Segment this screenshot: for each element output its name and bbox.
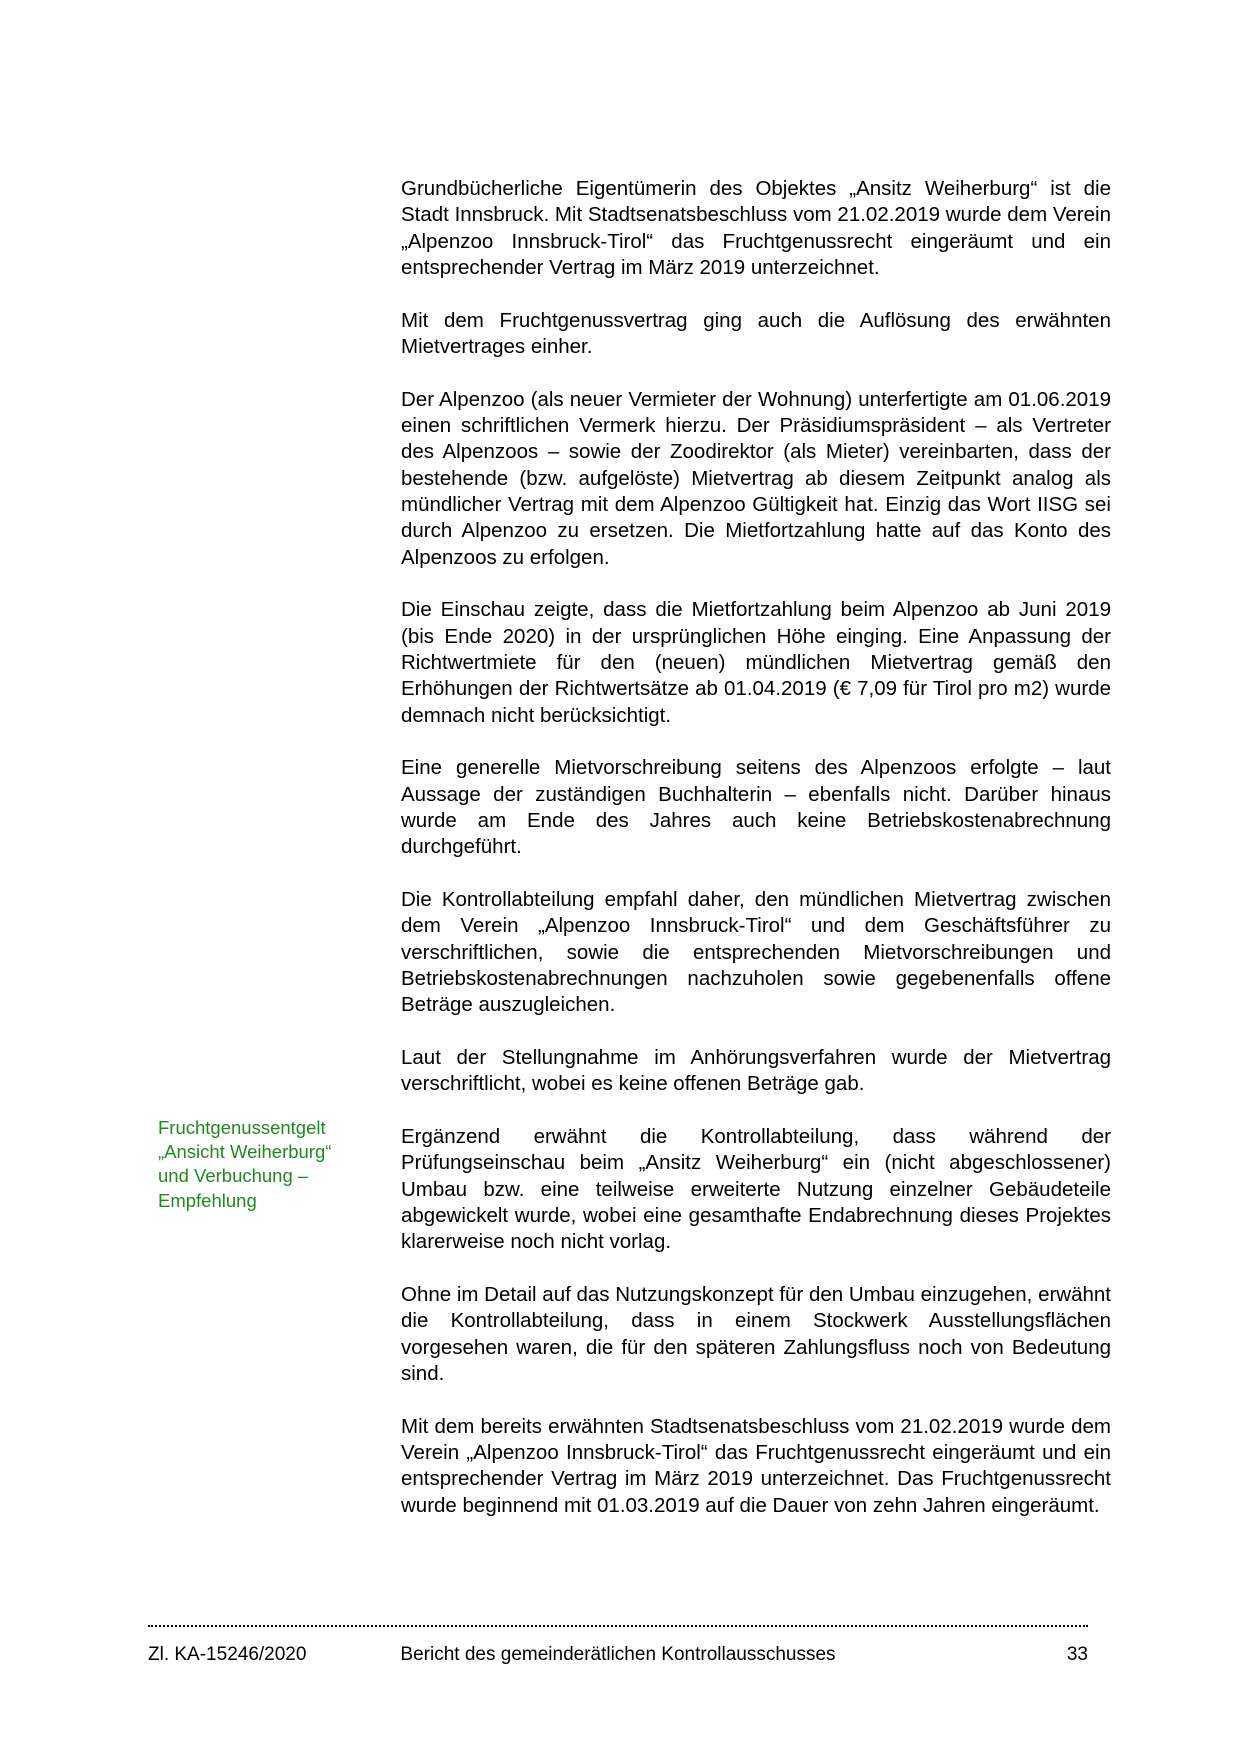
paragraph-rent-statement: Eine generelle Mietvorschreibung seitens des Alpenzoos erfolgte – laut Aussage der zuständigen Buchhalterin – ebenfalls nicht. Darüber hinaus wurde am Ende des Jahres auch keine Betriebskostenabrechnung durchgeführt. xyxy=(401,756,1111,859)
paragraph-renovation: Ergänzend erwähnt die Kontrollabteilung, dass während der Prüfungseinschau beim „Ansitz Weiherburg“ ein (nicht abgeschlossener) Umbau bzw. eine teilweise erweiterte Nutzung einzelner Gebäudeteile abgewickelt wurde, wobei eine gesamthafte Endabrechnung dieses Projektes klarerweise noch nicht vorlag. xyxy=(401,1125,1111,1254)
paragraph-usage-concept: Ohne im Detail auf das Nutzungskonzept für den Umbau einzugehen, erwähnt die Kontrollabteilung, dass in einem Stockwerk Ausstellungsflächen vorgesehen waren, die für den späteren Zahlungsfluss noch von Bedeutung sind. xyxy=(401,1283,1111,1385)
paragraph-recommendation: Die Kontrollabteilung empfahl daher, den mündlichen Mietvertrag zwischen dem Verein „Alpenzoo Innsbruck-Tirol“ und dem Geschäftsführer zu verschriftlichen, sowie die entsprechenden Mietvorschreibungen und Betriebskostenabrechnungen nachzuholen sowie gegebenenfalls offene Beträge auszugleichen. xyxy=(401,888,1111,1017)
paragraph-inspection-rent: Die Einschau zeigte, dass die Mietfortzahlung beim Alpenzoo ab Juni 2019 (bis Ende 2020) in der ursprünglichen Höhe einging. Eine Anpassung der Richtwertmiete für den (neuen) mündlichen Mietvertrag gemäß den Erhöhungen der Richtwertsätze ab 01.04.2019 (€ 7,09 für Tirol pro m2) wurde demnach nicht berücksichtigt. xyxy=(401,598,1111,727)
paragraph-lease-dissolution: Mit dem Fruchtgenussvertrag ging auch die Auflösung des erwähnten Mietvertrages einher. xyxy=(401,308,1111,358)
footer-reference: Zl. KA-15246/2020 xyxy=(148,1644,307,1665)
margin-note xyxy=(158,1116,358,1213)
paragraph-usufruct-duration: Mit dem bereits erwähnten Stadtsenatsbeschluss vom 21.02.2019 wurde dem Verein „Alpenzoo Innsbruck-Tirol“ das Fruchtgenussrecht eingeräumt und ein entsprechender Vertrag im März 2019 unterzeichnet. Das Fruchtgenussrecht wurde beginnend mit 01.03.2019 auf die Dauer von zehn Jahren eingeräumt. xyxy=(401,1414,1111,1517)
paragraph-owner-usufruct: Grundbücherliche Eigentümerin des Objektes „Ansitz Weiherburg“ ist die Stadt Innsbruck. Mit Stadtsenatsbeschluss vom 21.02.2019 wurde dem Verein „Alpenzoo Innsbruck-Tirol“ das Fruchtgenussrecht eingeräumt und ein entsprechender Vertrag im März 2019 unterzeichnet. xyxy=(401,177,1111,279)
footer-title: Bericht des gemeinderätlichen Kontrollausschusses xyxy=(400,1644,836,1665)
margin-note-line: Fruchtgenussentgelt xyxy=(158,1117,326,1138)
margin-note-line: Empfehlung xyxy=(158,1189,257,1211)
footer-divider xyxy=(148,1625,1088,1627)
page-number: 33 xyxy=(1066,1644,1088,1665)
margin-note-line: „Ansicht Weiherburg“ xyxy=(158,1141,332,1163)
margin-note-line: und Verbuchung – xyxy=(158,1165,309,1187)
paragraph-written-note: Der Alpenzoo (als neuer Vermieter der Wohnung) unterfertigte am 01.06.2019 einen schriftlichen Vermerk hierzu. Der Präsidiumspräsident – als Vertreter des Alpenzoos – sowie der Zoodirektor (als Mieter) vereinbarten, dass der bestehende (bzw. aufgelöste) Mietvertrag ab diesem Zeitpunkt analog als mündlicher Vertrag mit dem Alpenzoo Gültigkeit hat. Einzig das Wort IISG sei durch Alpenzoo zu ersetzen. Die Mietfortzahlung hatte auf das Konto des Alpenzoos zu erfolgen. xyxy=(401,387,1111,569)
paragraph-statement-response: Laut der Stellungnahme im Anhörungsverfahren wurde der Mietvertrag verschriftlicht, wobei es keine offenen Beträge gab. xyxy=(401,1046,1111,1096)
page-footer xyxy=(148,1643,1088,1669)
main-text-column xyxy=(401,176,1111,1545)
